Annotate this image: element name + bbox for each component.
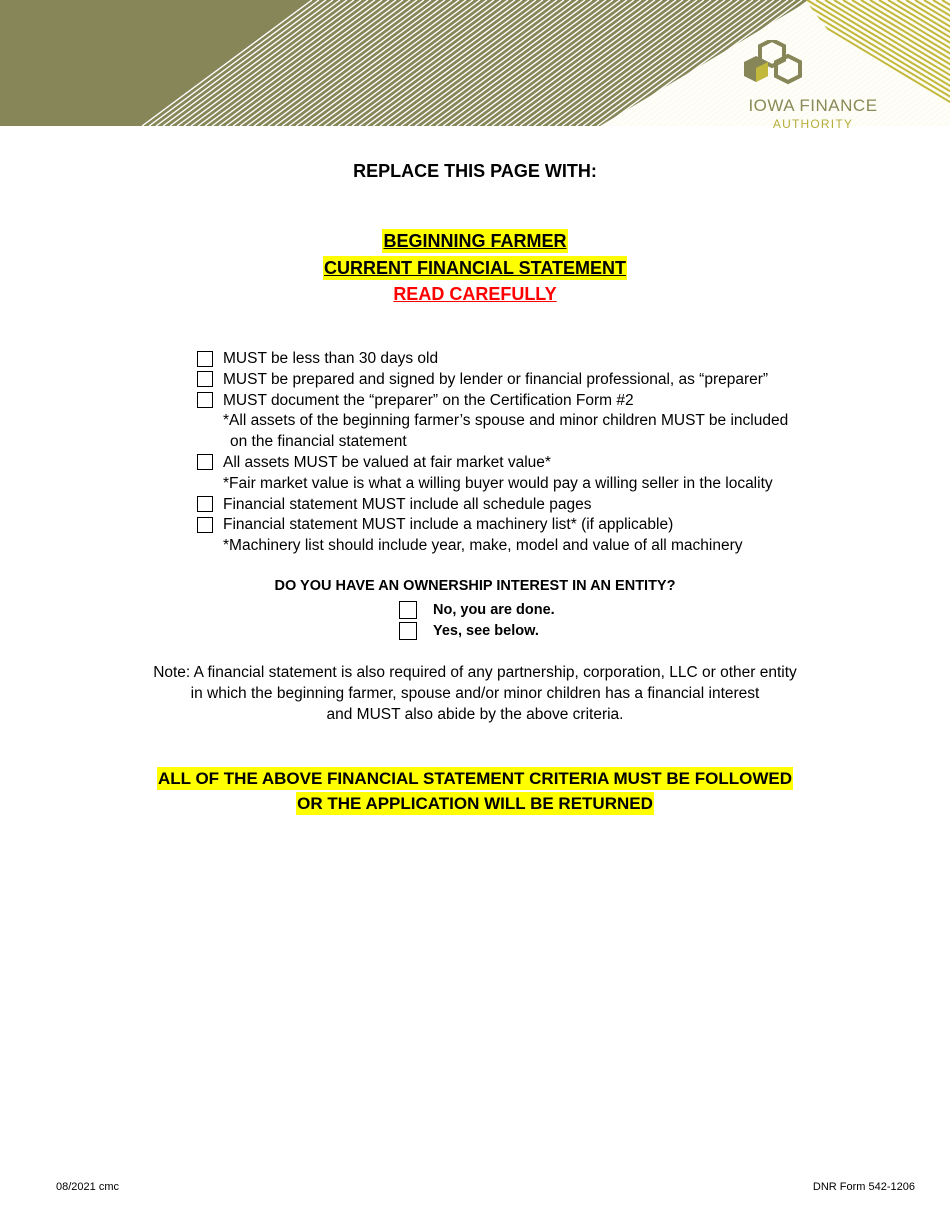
option-label: Yes, see below. <box>433 623 539 639</box>
page-heading: REPLACE THIS PAGE WITH: <box>353 161 597 181</box>
note-line: in which the beginning farmer, spouse and/or minor children has a financial interest <box>190 685 760 702</box>
footer-form-number: DNR Form 542-1206 <box>812 1181 915 1193</box>
checklist-text: MUST be prepared and signed by lender or financial professional, as “preparer” <box>223 370 769 388</box>
checkbox[interactable] <box>197 371 213 387</box>
checkbox[interactable] <box>197 454 213 470</box>
checklist-note <box>197 536 837 557</box>
checklist-text: *All assets of the beginning farmer’s spouse and minor children MUST be included <box>223 412 789 430</box>
footer-date: 08/2021 cmc <box>56 1181 119 1193</box>
checkbox[interactable] <box>399 622 417 640</box>
header-banner <box>0 0 950 131</box>
checklist-text: *Machinery list should include year, make, model and value of all machinery <box>223 537 743 555</box>
title-block <box>0 229 950 309</box>
checklist-text: All assets MUST be valued at fair market value* <box>223 453 551 471</box>
title-financial-statement: CURRENT FINANCIAL STATEMENT <box>324 257 626 278</box>
cube-logo-icon <box>738 40 808 92</box>
title-beginning-farmer: BEGINNING FARMER <box>383 231 567 251</box>
checklist-item[interactable] <box>197 349 837 370</box>
requirements-checklist <box>197 349 837 557</box>
checklist-text: on the financial statement <box>230 433 407 451</box>
iowa-finance-authority-logo <box>738 40 888 131</box>
checklist-item[interactable] <box>197 370 837 391</box>
option-no[interactable] <box>399 600 555 621</box>
checklist-note <box>197 474 837 495</box>
final-warning-line: OR THE APPLICATION WILL BE RETURNED <box>297 793 653 813</box>
title-read-carefully: READ CAREFULLY <box>393 284 557 304</box>
final-warning <box>0 767 950 816</box>
checkbox[interactable] <box>399 601 417 619</box>
checklist-item[interactable] <box>197 495 837 516</box>
logo-name: IOWA FINANCE <box>748 96 878 115</box>
checkbox[interactable] <box>197 517 213 533</box>
checklist-text: *Fair market value is what a willing buyer would pay a willing seller in the locality <box>223 474 773 492</box>
note-line: Note: A financial statement is also required of any partnership, corporation, LLC or other entity <box>153 664 797 681</box>
note-paragraph <box>0 662 950 725</box>
checklist-item[interactable] <box>197 391 837 412</box>
ownership-question: DO YOU HAVE AN OWNERSHIP INTEREST IN AN ENTITY? <box>274 578 676 594</box>
checklist-text: Financial statement MUST include a machinery list* (if applicable) <box>223 516 674 534</box>
checkbox[interactable] <box>197 351 213 367</box>
checklist-note <box>197 411 837 432</box>
checklist-note <box>197 432 837 453</box>
ownership-options <box>399 600 555 642</box>
final-warning-line: ALL OF THE ABOVE FINANCIAL STATEMENT CRITERIA MUST BE FOLLOWED <box>157 769 792 788</box>
checklist-text: MUST be less than 30 days old <box>223 350 439 367</box>
checklist-item[interactable] <box>197 515 837 536</box>
option-yes[interactable] <box>399 621 555 642</box>
checkbox[interactable] <box>197 392 213 408</box>
checklist-text: MUST document the “preparer” on the Certification Form #2 <box>223 391 634 409</box>
checkbox[interactable] <box>197 496 213 512</box>
note-line: and MUST also abide by the above criteria. <box>326 706 624 723</box>
option-label: No, you are done. <box>433 602 555 618</box>
logo-subtitle: AUTHORITY <box>772 117 854 131</box>
checklist-text: Financial statement MUST include all schedule pages <box>223 495 592 513</box>
checklist-item[interactable] <box>197 453 837 474</box>
